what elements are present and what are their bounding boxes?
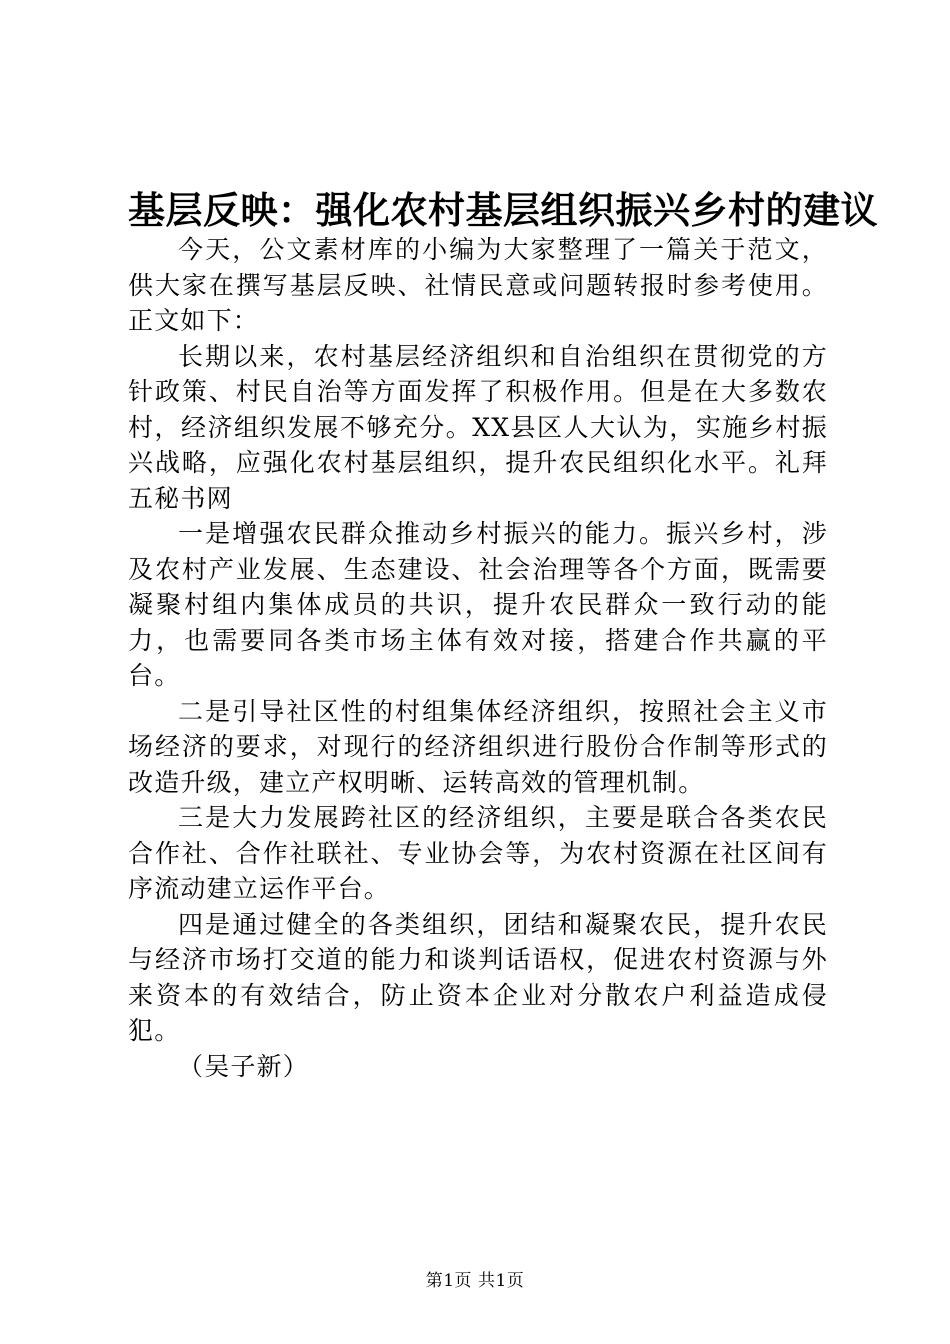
- author-signature: （吴子新）: [178, 1051, 310, 1081]
- paragraph-background: 长期以来，农村基层经济组织和自治组织在贯彻党的方针政策、村民自治等方面发挥了积极作用。但是在大多数农村，经济组织发展不够充分。XX县区人大认为，实施乡村振兴战略，应强化农村基层组织，提升农民组织化水平。礼拜五秘书网: [128, 341, 828, 513]
- document-body: [128, 232, 828, 1084]
- paragraph-point-one: 一是增强农民群众推动乡村振兴的能力。振兴乡村，涉及农村产业发展、生态建设、社会治理等各个方面，既需要凝聚村组内集体成员的共识，提升农民群众一致行动的能力，也需要同各类市场主体有效对接，搭建合作共赢的平台。: [128, 519, 828, 690]
- paragraph-point-three: 三是大力发展跨社区的经济组织，主要是联合各类农民合作社、合作社联社、专业协会等，为农村资源在社区间有序流动建立运作平台。: [128, 803, 828, 903]
- document-title: 基层反映：强化农村基层组织振兴乡村的建议: [128, 188, 878, 232]
- paragraph-point-four: 四是通过健全的各类组织，团结和凝聚农民，提升农民与经济市场打交道的能力和谈判话语权，促进农村资源与外来资本的有效结合，防止资本企业对分散农户利益造成侵犯。: [128, 909, 828, 1045]
- paragraph-point-two: 二是引导社区性的村组集体经济组织，按照社会主义市场经济的要求，对现行的经济组织进行股份合作制等形式的改造升级，建立产权明晰、运转高效的管理机制。: [128, 696, 828, 797]
- page-footer: 第1页 共1页: [425, 1271, 525, 1291]
- paragraph-intro: 今天，公文素材库的小编为大家整理了一篇关于范文，供大家在撰写基层反映、社情民意或问题转报时参考使用。正文如下：: [128, 235, 828, 335]
